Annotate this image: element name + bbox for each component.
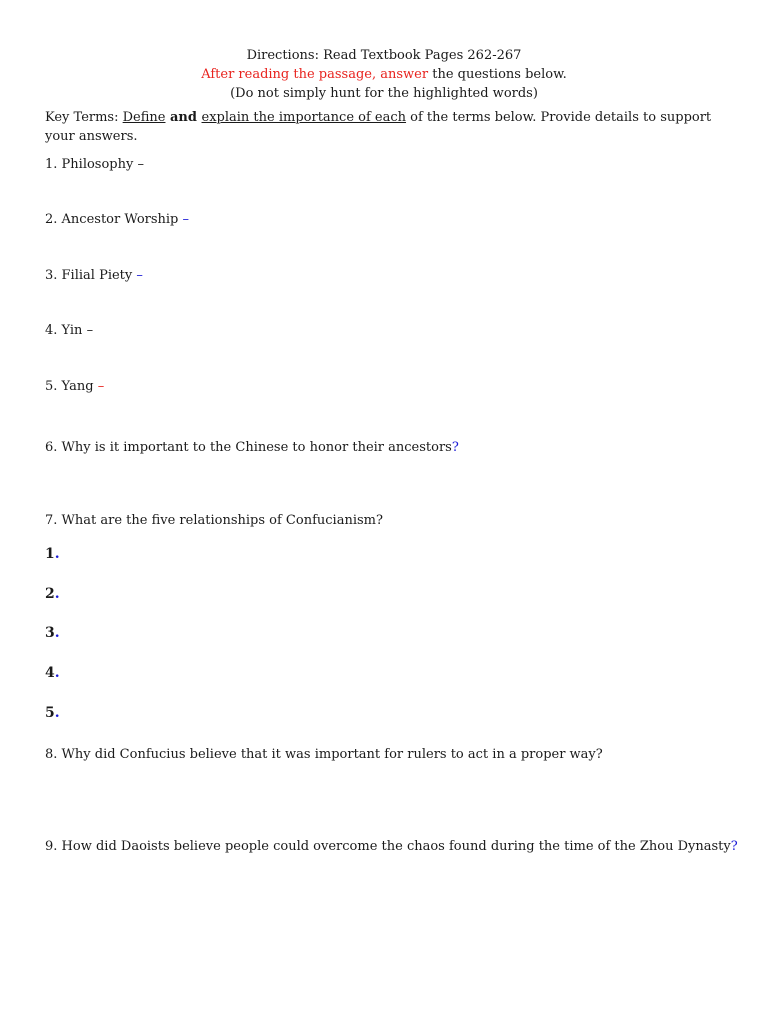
term-filial-piety: [45, 267, 143, 285]
question-8: [45, 746, 603, 764]
relationship-item-2: [45, 585, 60, 604]
question-text: 6. Why is it important to the Chinese to honor their ancestors: [45, 440, 452, 455]
relationship-item-5: [45, 704, 60, 723]
question-mark: ?: [451, 440, 459, 455]
relationship-item-1: [45, 545, 60, 564]
question-text: 9. How did Daoists believe people could overcome the chaos found during the time of the Zhou Dynasty: [45, 839, 731, 854]
term-label: 2. Ancestor Worship: [45, 212, 183, 227]
relationship-number: 3: [45, 625, 55, 641]
term-dash: –: [137, 157, 144, 172]
question-7: [45, 512, 383, 530]
question-6: [45, 439, 459, 457]
relationship-number: 5: [45, 705, 55, 721]
relationship-dot: .: [54, 586, 60, 602]
relationship-item-4: [45, 664, 60, 683]
define-word: Define: [122, 110, 166, 125]
relationship-dot: .: [54, 665, 60, 681]
term-dash: –: [86, 323, 94, 338]
note-line: [0, 85, 768, 103]
relationship-number: 2: [45, 586, 55, 602]
key-terms-prefix: Key Terms:: [45, 110, 123, 125]
instruction-red-text: After reading the passage, answer: [201, 67, 429, 82]
term-label: 5. Yang: [45, 379, 98, 394]
relationship-dot: .: [54, 546, 60, 562]
relationship-number: 4: [45, 665, 55, 681]
and-word: and: [165, 110, 202, 125]
term-philosophy: [45, 156, 144, 174]
key-terms-rest: of the terms below. Provide details to support: [406, 110, 712, 125]
question-text: 7. What are the five relationships of Confucianism?: [45, 513, 383, 528]
instruction-rest-text: the questions below.: [428, 67, 567, 82]
question-text: 8. Why did Confucius believe that it was important for rulers to act in a proper way?: [45, 747, 603, 762]
explain-phrase: explain the importance of each: [201, 110, 407, 125]
instruction-line: [0, 66, 768, 84]
relationship-dot: .: [54, 625, 60, 641]
question-9: [45, 838, 738, 856]
question-mark: ?: [730, 839, 738, 854]
key-terms-line-1: [45, 109, 711, 127]
relationship-dot: .: [54, 705, 60, 721]
relationship-item-3: [45, 624, 60, 643]
term-label: 3. Filial Piety: [45, 268, 137, 283]
term-dash: –: [136, 268, 143, 283]
directions-text: Directions: Read Textbook Pages 262-267: [246, 48, 522, 63]
term-yang: [45, 378, 104, 396]
term-ancestor-worship: [45, 211, 189, 229]
term-dash: –: [182, 212, 190, 227]
term-dash: –: [97, 379, 105, 394]
key-terms-line-2: [45, 128, 138, 146]
term-label: 4. Yin: [45, 323, 87, 338]
key-terms-line2-text: your answers.: [45, 129, 138, 144]
note-text: (Do not simply hunt for the highlighted words): [230, 86, 538, 101]
term-label: 1. Philosophy: [45, 157, 138, 172]
directions-line: [0, 47, 768, 65]
term-yin: [45, 322, 93, 340]
relationship-number: 1: [45, 546, 55, 562]
